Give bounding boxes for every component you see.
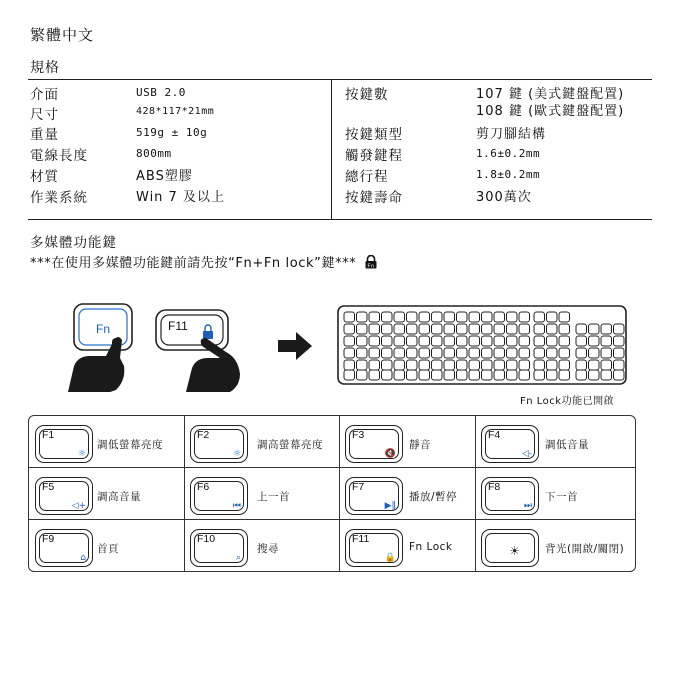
keyboard-key [507, 348, 518, 358]
keyboard-key [369, 312, 380, 322]
keyboard-key [444, 348, 455, 358]
spec-value: 800mm [136, 147, 172, 160]
spec-label: 按鍵數 [345, 87, 389, 103]
fkey-grid [28, 415, 636, 572]
fkey-label: F11 [352, 533, 370, 545]
keyboard-key [589, 336, 600, 346]
keyboard-key [589, 370, 600, 380]
fkey-label: F8 [488, 481, 501, 493]
fkey-description: 首頁 [97, 543, 119, 555]
keyboard-key [344, 336, 355, 346]
lock-icon [364, 255, 378, 269]
spec-value: 300萬次 [476, 190, 532, 205]
table-bottom-rule [28, 219, 652, 220]
keyboard-key [469, 370, 480, 380]
fkey-f10 [190, 529, 248, 567]
keyboard-key [534, 336, 545, 346]
spec-label: 作業系統 [30, 190, 88, 206]
keyboard-key [369, 348, 380, 358]
keyboard-key [394, 312, 405, 322]
keyboard-key [407, 324, 418, 334]
keyboard-key [432, 312, 443, 322]
keyboard-key [432, 370, 443, 380]
keyboard-key [559, 324, 570, 334]
keyboard-key [457, 312, 468, 322]
previous-track-icon: ⏮ [232, 501, 241, 511]
fkey-backlight [481, 529, 539, 567]
fkey-description: 調高音量 [97, 491, 141, 503]
keyboard-key [382, 348, 393, 358]
keyboard-key [534, 370, 545, 380]
keyboard-key [576, 360, 587, 370]
keyboard-key [419, 312, 430, 322]
keyboard-key [382, 312, 393, 322]
spec-label: 重量 [30, 127, 59, 143]
keyboard-key [369, 360, 380, 370]
keyboard-key [482, 360, 493, 370]
keyboard-key [494, 348, 505, 358]
fkey-f7 [345, 477, 403, 515]
keyboard-key [407, 336, 418, 346]
f11-key-label: F11 [168, 319, 188, 333]
fn-lock-caption: Fn Lock功能已開啟 [520, 396, 615, 407]
keyboard-key [482, 348, 493, 358]
keyboard-key [589, 348, 600, 358]
keyboard-key [444, 336, 455, 346]
next-track-icon: ⏭ [523, 501, 532, 511]
keyboard-key [382, 336, 393, 346]
spec-value: USB 2.0 [136, 86, 186, 99]
keyboard-key [507, 324, 518, 334]
keyboard-key [482, 370, 493, 380]
fkey-label: F7 [352, 481, 365, 493]
keyboard-key [432, 348, 443, 358]
keyboard-key [382, 370, 393, 380]
keyboard-key [519, 370, 530, 380]
keyboard-key [344, 360, 355, 370]
keyboard-key [469, 324, 480, 334]
keyboard-key [547, 312, 558, 322]
keyboard-key [507, 336, 518, 346]
keyboard-key [534, 324, 545, 334]
keyboard-key [357, 336, 368, 346]
keyboard-key [369, 370, 380, 380]
keyboard-key [576, 370, 587, 380]
keyboard-key [519, 336, 530, 346]
keyboard-key [444, 324, 455, 334]
keyboard-key [614, 348, 625, 358]
fkey-description: 背光(開啟/關閉) [545, 543, 625, 555]
keyboard-key [432, 360, 443, 370]
spec-value: 428*117*21mm [136, 106, 215, 117]
fn-key [74, 304, 132, 350]
keyboard-key [559, 336, 570, 346]
spec-heading: 規格 [30, 60, 60, 76]
brightness-up-icon: ☼ [232, 449, 241, 459]
keyboard-key [344, 324, 355, 334]
fkey-label: F3 [352, 429, 365, 441]
keyboard-key [547, 336, 558, 346]
keyboard-key [419, 360, 430, 370]
fkey-label: F6 [197, 481, 210, 493]
keyboard-key [369, 324, 380, 334]
grid-divider [29, 467, 635, 468]
keyboard-key [419, 336, 430, 346]
fkey-label: F2 [197, 429, 210, 441]
keyboard-key [614, 360, 625, 370]
keyboard-key [494, 324, 505, 334]
fkey-description: Fn Lock [409, 541, 453, 553]
keyboard-key [559, 312, 570, 322]
keyboard-key [394, 336, 405, 346]
keyboard-key [601, 324, 612, 334]
brightness-down-icon: ☼ [77, 449, 86, 459]
table-divider [331, 79, 332, 219]
keyboard-key [547, 370, 558, 380]
keyboard-key [576, 336, 587, 346]
keyboard-key [419, 370, 430, 380]
keyboard-key [344, 370, 355, 380]
search-icon: ⌕ [235, 553, 241, 563]
keyboard-key [357, 360, 368, 370]
keyboard-key [469, 336, 480, 346]
keyboard-key [507, 312, 518, 322]
keyboard-key [344, 312, 355, 322]
fkey-f2 [190, 425, 248, 463]
fkey-description: 下一首 [545, 491, 578, 503]
grid-divider [29, 519, 635, 520]
fkey-label: F5 [42, 481, 55, 493]
keyboard-key [469, 312, 480, 322]
keyboard-key [394, 324, 405, 334]
multimedia-note [30, 252, 378, 271]
keyboard-key [457, 324, 468, 334]
keyboard-key [432, 336, 443, 346]
fkey-description: 調低螢幕亮度 [97, 439, 163, 451]
fkey-description: 調低音量 [545, 439, 589, 451]
fn-key-label: Fn [95, 322, 111, 336]
keyboard-key [519, 348, 530, 358]
keyboard-key [576, 348, 587, 358]
keyboard-key [601, 336, 612, 346]
keyboard-key [601, 370, 612, 380]
spec-label: 電線長度 [30, 148, 88, 164]
keyboard-key [357, 348, 368, 358]
spec-label: 總行程 [345, 169, 389, 185]
keyboard-key [419, 324, 430, 334]
keyboard-key [419, 348, 430, 358]
keyboard-key [507, 360, 518, 370]
keyboard-key [614, 336, 625, 346]
fkey-description: 上一首 [257, 491, 290, 503]
fkey-label: F1 [42, 429, 55, 441]
keyboard-key [394, 360, 405, 370]
keyboard-key [494, 360, 505, 370]
keyboard-key [382, 324, 393, 334]
keyboard-key [576, 324, 587, 334]
keyboard-key [482, 312, 493, 322]
home-icon: ⌂ [80, 553, 86, 563]
keyboard-key [482, 324, 493, 334]
fkey-label: F9 [42, 533, 55, 545]
fkey-label: F4 [488, 429, 501, 441]
keyboard-key [507, 370, 518, 380]
keyboard-key [614, 324, 625, 334]
play-pause-icon: ▶‖ [384, 501, 396, 511]
spec-label: 介面 [30, 87, 59, 103]
keyboard-key [589, 324, 600, 334]
spec-value: Win 7 及以上 [136, 190, 225, 205]
keyboard-key [357, 324, 368, 334]
spec-value: ABS塑膠 [136, 169, 193, 184]
keyboard-key [494, 336, 505, 346]
keyboard-key [407, 360, 418, 370]
keyboard-key [534, 348, 545, 358]
keyboard-key [344, 348, 355, 358]
fkey-description: 播放/暫停 [409, 491, 458, 503]
spec-value: 107 鍵 (美式鍵盤配置) [476, 87, 625, 102]
lock-icon: 🔒 [384, 553, 396, 563]
keyboard-key [407, 348, 418, 358]
f11-key [156, 310, 228, 350]
keyboard-key [394, 370, 405, 380]
spec-value: 剪刀腳結構 [476, 127, 547, 142]
keyboard-key [432, 324, 443, 334]
keyboard-key [547, 324, 558, 334]
keyboard-key [601, 360, 612, 370]
keyboard-key [457, 370, 468, 380]
keyboard-key [519, 324, 530, 334]
keyboard-key [394, 348, 405, 358]
spec-value: 108 鍵 (歐式鍵盤配置) [476, 104, 625, 119]
keyboard-key [534, 312, 545, 322]
keyboard-key [457, 348, 468, 358]
keyboard-key [457, 360, 468, 370]
spec-label: 材質 [30, 169, 59, 185]
keyboard-key [444, 370, 455, 380]
fkey-description: 調高螢幕亮度 [257, 439, 323, 451]
spec-label: 按鍵壽命 [345, 190, 403, 206]
backlight-icon: ☀ [509, 544, 520, 558]
fkey-f1 [35, 425, 93, 463]
fkey-description: 搜尋 [257, 543, 279, 555]
keyboard-key [559, 348, 570, 358]
grid-divider [475, 416, 476, 571]
fkey-description: 靜音 [409, 439, 431, 451]
keyboard-key [601, 348, 612, 358]
keyboard-icon [338, 306, 626, 384]
grid-divider [184, 416, 185, 571]
keyboard-key [559, 370, 570, 380]
fkey-f3 [345, 425, 403, 463]
fkey-f9 [35, 529, 93, 567]
keyboard-key [547, 360, 558, 370]
fkey-label: F10 [197, 533, 216, 545]
keyboard-key [519, 312, 530, 322]
fkey-f8 [481, 477, 539, 515]
fn-lock-illustration [60, 300, 640, 392]
fkey-f11 [345, 529, 403, 567]
fkey-f5 [35, 477, 93, 515]
keyboard-key [494, 370, 505, 380]
volume-down-icon: ◁- [521, 449, 532, 459]
keyboard-key [407, 312, 418, 322]
keyboard-key [457, 336, 468, 346]
spec-label: 按鍵類型 [345, 127, 403, 143]
spec-value: 1.6±0.2mm [476, 147, 541, 160]
keyboard-key [444, 360, 455, 370]
keyboard-key [547, 348, 558, 358]
keyboard-key [444, 312, 455, 322]
keyboard-key [519, 360, 530, 370]
spec-label: 尺寸 [30, 107, 59, 123]
keyboard-key [614, 370, 625, 380]
keyboard-key [382, 360, 393, 370]
keyboard-key [407, 370, 418, 380]
mute-icon: 🔇 [384, 449, 396, 459]
keyboard-key [494, 312, 505, 322]
fkey-f6 [190, 477, 248, 515]
keyboard-key [357, 370, 368, 380]
fkey-f4 [481, 425, 539, 463]
keyboard-key [482, 336, 493, 346]
keyboard-key [469, 348, 480, 358]
volume-up-icon: ◁+ [71, 501, 86, 511]
svg-text:Fn: Fn [367, 263, 375, 269]
arrow-right-icon [278, 332, 312, 360]
keyboard-key [534, 360, 545, 370]
keyboard-key [469, 360, 480, 370]
spec-value: 1.8±0.2mm [476, 168, 541, 181]
spec-label: 觸發鍵程 [345, 148, 403, 164]
page-heading: 繁體中文 [30, 26, 95, 44]
grid-divider [339, 416, 340, 571]
keyboard-key [589, 360, 600, 370]
table-top-rule [28, 79, 652, 80]
multimedia-title: 多媒體功能鍵 [30, 235, 117, 251]
keyboard-key [369, 336, 380, 346]
multimedia-note-text: ***在使用多媒體功能鍵前請先按“Fn+Fn lock”鍵*** [30, 256, 357, 271]
keyboard-key [559, 360, 570, 370]
keyboard-key [357, 312, 368, 322]
spec-value: 519g ± 10g [136, 126, 208, 139]
